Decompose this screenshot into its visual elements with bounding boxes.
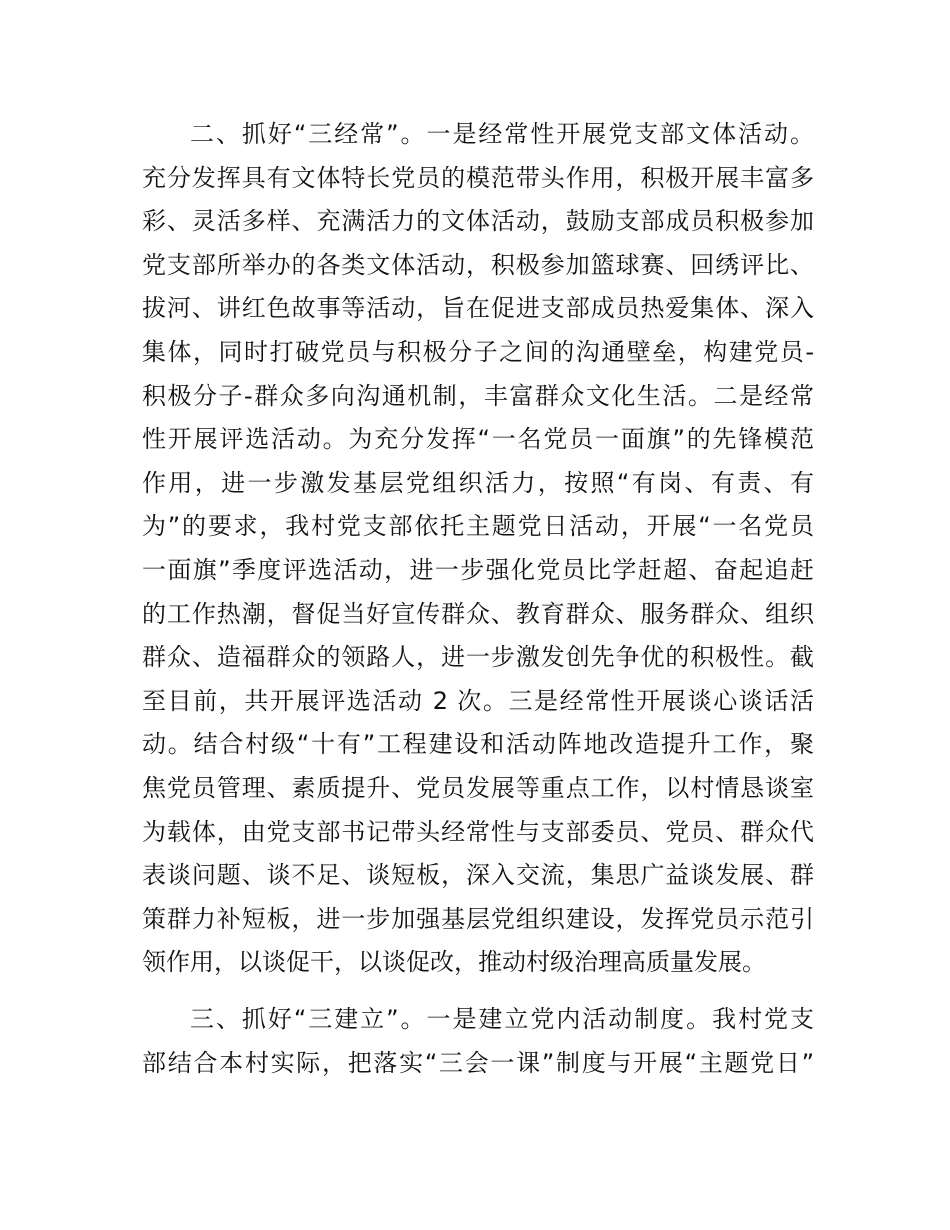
text-line: 的工作热潮，督促当好宣传群众、教育群众、服务群众、组织	[142, 599, 814, 628]
text-line: 三、抓好“三建立”。一是建立党内活动制度。我村党支	[190, 1005, 814, 1033]
text-line: 为载体，由党支部书记带头经常性与支部委员、党员、群众代	[142, 817, 814, 846]
paragraph-san-jianli	[142, 998, 814, 1085]
text-line: 拔河、讲红色故事等活动，旨在促进支部成员热爱集体、深入	[142, 294, 814, 323]
text-line: 动。结合村级“十有”工程建设和活动阵地改造提升工作，聚	[142, 730, 814, 759]
text-line: 为”的要求，我村党支部依托主题党日活动，开展“一名党员	[142, 512, 814, 541]
text-line: 集体，同时打破党员与积极分子之间的沟通壁垒，构建党员-	[142, 337, 814, 366]
text-line: 党支部所举办的各类文体活动，积极参加篮球赛、回绣评比、	[142, 250, 814, 279]
text-line: 作用，进一步激发基层党组织活力，按照“有岗、有责、有	[142, 468, 814, 497]
text-line: 领作用，以谈促干，以谈促改，推动村级治理高质量发展。	[142, 948, 766, 977]
text-line: 焦党员管理、素质提升、党员发展等重点工作，以村情恳谈室	[142, 773, 814, 802]
text-line: 部结合本村实际，把落实“三会一课”制度与开展“主题党日”	[142, 1048, 814, 1077]
text-line: 二、抓好“三经常”。一是经常性开展党支部文体活动。	[190, 120, 814, 148]
text-line: 至目前，共开展评选活动 2 次。三是经常性开展谈心谈话活	[142, 686, 814, 715]
text-line: 性开展评选活动。为充分发挥“一名党员一面旗”的先锋模范	[142, 425, 814, 454]
text-line: 充分发挥具有文体特长党员的模范带头作用，积极开展丰富多	[142, 163, 814, 192]
text-line: 一面旗”季度评选活动，进一步强化党员比学赶超、奋起追赶	[142, 555, 814, 584]
paragraph-san-jingchang	[142, 113, 814, 985]
text-line: 表谈问题、谈不足、谈短板，深入交流，集思广益谈发展、群	[142, 861, 814, 890]
text-line: 彩、灵活多样、充满活力的文体活动，鼓励支部成员积极参加	[142, 207, 814, 236]
text-line: 策群力补短板，进一步加强基层党组织建设，发挥党员示范引	[142, 904, 814, 933]
text-line: 积极分子-群众多向沟通机制，丰富群众文化生活。二是经常	[142, 381, 814, 410]
text-line: 群众、造福群众的领路人，进一步激发创先争优的积极性。截	[142, 643, 814, 672]
